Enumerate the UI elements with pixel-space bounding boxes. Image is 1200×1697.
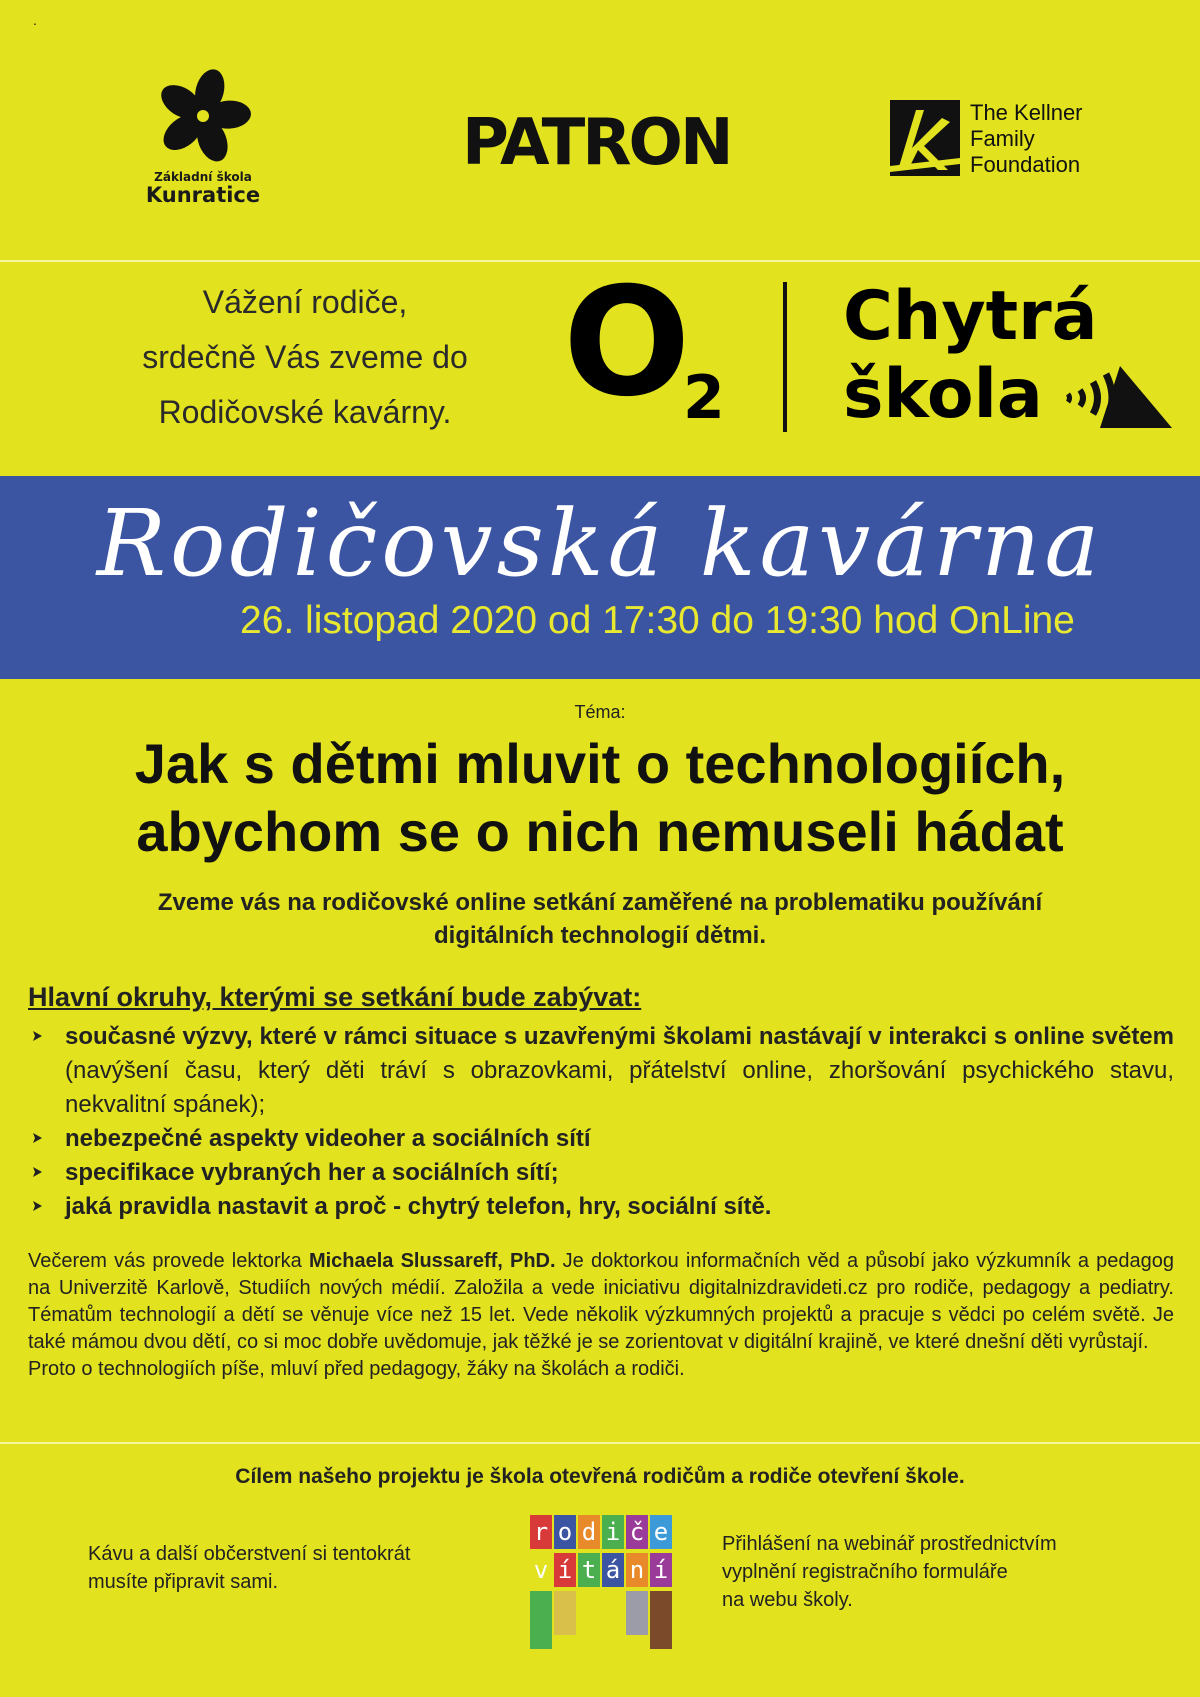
list-item [28,1020,1174,1122]
item2-text: nebezpečné aspekty videoher a sociálních sítí [65,1125,591,1152]
logo-leg [650,1591,672,1649]
project-goal: Cílem našeho projektu je škola otevřená rodičům a rodiče otevření škole. [235,1465,965,1488]
skola-word: škola [843,355,1043,434]
coffee-line2: musíte připravit sami. [88,1571,279,1593]
rodice-vitani-logo [530,1515,670,1665]
bullet-icon [30,1199,44,1213]
registration-note [722,1530,1142,1614]
list-item [28,1156,1174,1190]
section-divider [0,1442,1200,1444]
bullet-icon [30,1165,44,1179]
school-name-line2: Kunratice [145,183,261,207]
logo-letter: r [530,1515,552,1549]
chytra-word: Chytrá [843,277,1098,356]
item1-rest: (navýšení času, který děti tráví s obrazovkami, přátelství online, zhoršování psychického stavu, nekvalitní spánek); [65,1057,1174,1118]
kellner-line3: Foundation [970,152,1081,177]
logo-letter: e [650,1515,672,1549]
lecturer-intro: Večerem vás provede lektorka [28,1250,309,1272]
logo-letter: v [530,1553,552,1587]
topic-label: Téma: [574,702,626,722]
lecturer-name: Michaela Slussareff, PhD. [308,1250,556,1272]
kellner-line1: The Kellner [970,100,1083,125]
logo-letter: i [602,1515,624,1549]
logo-letter: o [554,1515,576,1549]
headline-line2: abychom se o nich nemuseli hádat [136,800,1064,863]
list-item [28,1122,1174,1156]
register-line3: na webu školy. [722,1589,853,1611]
logo-row-vitani [530,1553,672,1587]
list-item [28,1190,1174,1224]
school-logo [138,66,268,206]
coffee-note [88,1540,508,1596]
headline-line1: Jak s dětmi mluvit o technologiích, [134,732,1066,795]
register-line1: Přihlášení na webinář prostřednictvím [722,1533,1057,1555]
lead-line1: Zveme vás na rodičovské online setkání zaměřené na problematiku používání [157,889,1043,916]
logo-letter: t [578,1553,600,1587]
logo-divider [783,282,787,432]
kellner-text [970,100,1150,178]
logo-letter: n [626,1553,648,1587]
invite-text [80,275,530,440]
bullet-icon [30,1131,44,1145]
logo-strip [0,0,1200,262]
lead-text [60,886,1140,952]
lecturer-bio: Je doktorkou informačních věd a působí jako výzkumník a pedagog na Univerzitě Karlově, Studiích nových médií. Založila a vede iniciativu digitalnizdravideti.cz pro rodiče, pedagogy a pediatry. Tématům technologií a dětí se věnuje více než 15 let. Vede několik výzkumných projektů a pracuje s vědci po celém světě. Je také mámou dvou dětí, co si moc dobře uvědomuje, jak těžké je se zorientovat v digitální krajině, ve které dnešní děti vyrůstají. [28,1250,1174,1353]
topics-list [28,1020,1174,1224]
o2-logo [563,256,733,438]
o2-subscript: 2 [683,363,725,433]
logo-letter: í [650,1553,672,1587]
event-banner [0,476,1200,679]
logo-row-rodice [530,1515,672,1549]
logo-leg [626,1591,648,1635]
bullet-icon [30,1029,44,1043]
register-line2: vyplnění registračního formuláře [722,1561,1008,1583]
lecturer-paragraph [28,1248,1174,1383]
topic-headline [0,730,1200,866]
patron-logo: PATRON [462,106,731,180]
invite-line2: srdečně Vás zveme do [142,339,468,375]
signal-icon [1060,360,1175,435]
logo-leg [554,1591,576,1635]
school-name-line1: Základní škola [154,170,252,184]
lecturer-closing: Proto o technologiích píše, mluví před pedagogy, žáky na školách a rodiči. [28,1358,685,1380]
logo-letter: č [626,1515,648,1549]
item1-bold: současné výzvy, které v rámci situace s uzavřenými školami nastávají v interakci s online světem [65,1023,1174,1050]
item3-text: specifikace vybraných her a sociálních sítí; [65,1159,559,1186]
flower-icon [153,66,253,166]
banner-title: Rodičovská kavárna [96,490,1104,597]
item4-text: jaká pravidla nastavit a proč - chytrý telefon, hry, sociální sítě. [65,1193,772,1220]
logo-letter: í [554,1553,576,1587]
logo-leg [530,1591,552,1649]
lead-line2: digitálních technologií dětmi. [433,922,766,949]
invite-line3: Rodičovské kavárny. [158,394,452,430]
coffee-line1: Kávu a další občerstvení si tentokrát [88,1543,411,1565]
topics-heading: Hlavní okruhy, kterými se setkání bude zabývat: [28,982,642,1012]
o2-letter: O [563,256,691,430]
event-date: 26. listopad 2020 od 17:30 do 19:30 hod OnLine [240,599,1075,642]
invite-line1: Vážení rodiče, [202,284,408,320]
corner-mark: . [33,12,37,28]
kellner-k-icon [890,100,960,176]
logo-letter: d [578,1515,600,1549]
kellner-line2: Family [970,126,1035,151]
logo-letter: á [602,1553,624,1587]
